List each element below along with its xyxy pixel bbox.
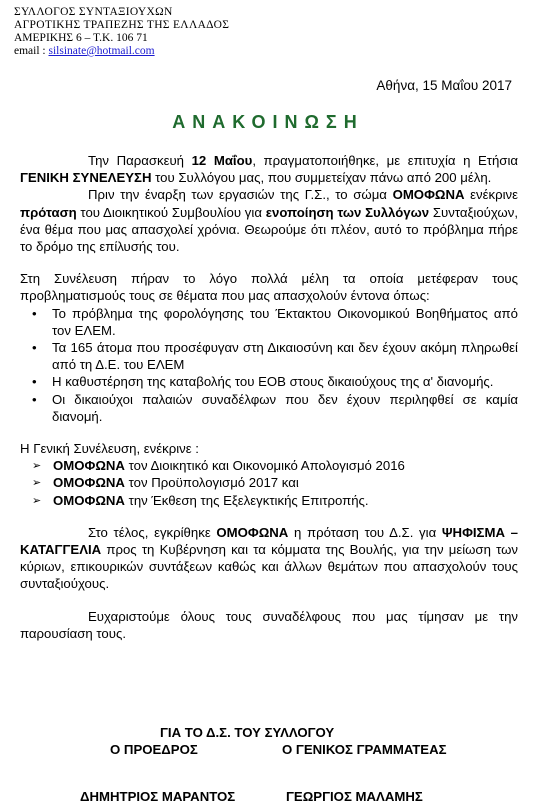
paragraph-unification (20, 186, 518, 255)
text: του Συλλόγου μας, που συμμετείχαν πάνω από 200 μέλη. (151, 170, 492, 186)
list-item (20, 492, 518, 509)
bullet-icon: • (32, 391, 37, 407)
concerns-list (20, 305, 518, 425)
text: Συνταξιούχων, ένα θέμα που μας απασχολεί χρόνια. Θεωρούμε ότι πλέον, αυτό το πρόβλημα πήρε το δρόμο της επίλυσής του. (20, 204, 518, 255)
document-title: ΑΝΑΚΟΙΝΩΣΗ (172, 112, 364, 132)
org-name-line2: ΑΓΡΟΤΙΚΗΣ ΤΡΑΠΕΖΗΣ ΤΗΣ ΕΛΛΑΔΟΣ (14, 19, 230, 31)
text: Στο τέλος, εγκρίθηκε (88, 524, 217, 540)
list-item-text: τον Προϋπολογισμό 2017 και (124, 475, 299, 491)
announcement-body (20, 152, 518, 642)
bullet-icon: • (32, 374, 37, 390)
president-title: Ο ΠΡΟΕΔΡΟΣ (110, 742, 198, 757)
list-item-text: Τα 165 άτομα που προσέφυγαν στη Δικαιοσύνη και δεν έχουν ακόμη πληρωθεί από τη Δ.Ε. του ΕΛΕΜ (52, 340, 518, 373)
signature-heading: ΓΙΑ ΤΟ Δ.Σ. ΤΟΥ ΣΥΛΛΟΓΟΥ (160, 725, 335, 740)
bold-unanimously: ΟΜΟΦΩΝΑ (53, 492, 125, 508)
arrow-bullet-icon: ➢ (32, 477, 42, 490)
approved-list (20, 457, 518, 509)
document-date: Αθήνα, 15 Μαΐου 2017 (376, 78, 512, 93)
text: προς τη Κυβέρνηση και τα κόμματα της Βουλής, για την μείωση των κύριων, επικουρικών συντάξεων καθώς και άλλων θεμάτων που απασχολούν τους συνταξιούχους. (20, 542, 518, 592)
list-item (20, 339, 518, 373)
list-item (20, 373, 518, 390)
bold-unification: ενοποίηση των Συλλόγων (265, 204, 430, 220)
arrow-bullet-icon: ➢ (32, 460, 42, 473)
secretary-title: Ο ΓΕΝΙΚΟΣ ΓΡΑΜΜΑΤΕΑΣ (282, 742, 447, 757)
org-email-line (14, 45, 229, 58)
text: Πριν την έναρξη των εργασιών της Γ.Σ., το σώμα (88, 187, 393, 203)
bold-proposal: πρόταση (20, 204, 77, 220)
list-item-text: Η καθυστέρηση της καταβολής του ΕΟΒ στους δικαιούχους της α' διανομής. (52, 374, 494, 390)
paragraph-thanks: Ευχαριστούμε όλους τους συναδέλφους που μας τίμησαν με την παρουσίαση τους. (20, 608, 518, 641)
org-address: ΑΜΕΡΙΚΗΣ 6 – Τ.Κ. 106 71 (14, 32, 148, 44)
bold-unanimously: ΟΜΟΦΩΝΑ (216, 524, 289, 540)
signature-block (0, 724, 536, 805)
arrow-bullet-icon: ➢ (32, 494, 42, 507)
list-item (20, 474, 518, 491)
letterhead (14, 6, 229, 58)
list-item-text: Οι δικαιούχοι παλαιών συναδέλφων που δεν έχουν περιληφθεί σε καμία διανομή. (52, 391, 518, 424)
list-item (20, 305, 518, 339)
paragraph-concerns: Στη Συνέλευση πήραν το λόγο πολλά μέλη τα οποία μετέφεραν τους προβληματισμούς τους σε θέματα που μας απασχολούν έντονα όπως: (20, 271, 518, 304)
list-item-text: την Έκθεση της Εξελεγκτικής Επιτροπής. (124, 492, 369, 508)
list-item (20, 391, 518, 425)
list-item-text: τον Διοικητικό και Οικονομικό Απολογισμό 2016 (124, 458, 405, 474)
approved-intro: Η Γενική Συνέλευση, ενέκρινε : (20, 441, 199, 457)
list-item-text: Το πρόβλημα της φορολόγησης του Έκτακτου Οικονομικού Βοηθήματος από τον ΕΛΕΜ. (52, 305, 518, 338)
list-item (20, 457, 518, 474)
text: ενέκρινε (464, 187, 518, 203)
bold-date: 12 Μαΐου (191, 153, 253, 168)
bold-unanimously: ΟΜΟΦΩΝΑ (53, 475, 125, 491)
secretary-name: ΓΕΩΡΓΙΟΣ ΜΑΛΑΜΗΣ (286, 789, 423, 804)
bold-resolution: ΨΗΦΙΣΜΑ – ΚΑΤΑΓΓΕΛΙΑ (20, 524, 518, 558)
text: , πραγματοποιήθηκε, με επιτυχία η Ετήσια (252, 153, 518, 168)
text: η πρόταση του Δ.Σ. για (288, 524, 442, 540)
paragraph-resolution (20, 524, 518, 593)
org-name-line1: ΣΥΛΛΟΓΟΣ ΣΥΝΤΑΞΙΟΥΧΩΝ (14, 6, 173, 18)
bold-general-assembly: ΓΕΝΙΚΗ ΣΥΝΕΛΕΥΣΗ (20, 170, 152, 186)
bold-unanimously: ΟΜΟΦΩΝΑ (53, 458, 125, 474)
president-name: ΔΗΜΗΤΡΙΟΣ ΜΑΡΑΝΤΟΣ (80, 789, 236, 804)
bullet-icon: • (32, 340, 37, 356)
email-link[interactable]: silsinate@hotmail.com (48, 45, 155, 57)
bullet-icon: • (32, 305, 37, 321)
text: του Διοικητικού Συμβουλίου για (76, 204, 266, 220)
text: Την Παρασκευή (88, 153, 192, 168)
paragraph-assembly (20, 152, 518, 186)
bold-unanimously: ΟΜΟΦΩΝΑ (392, 187, 465, 203)
email-label: email : (14, 45, 46, 57)
